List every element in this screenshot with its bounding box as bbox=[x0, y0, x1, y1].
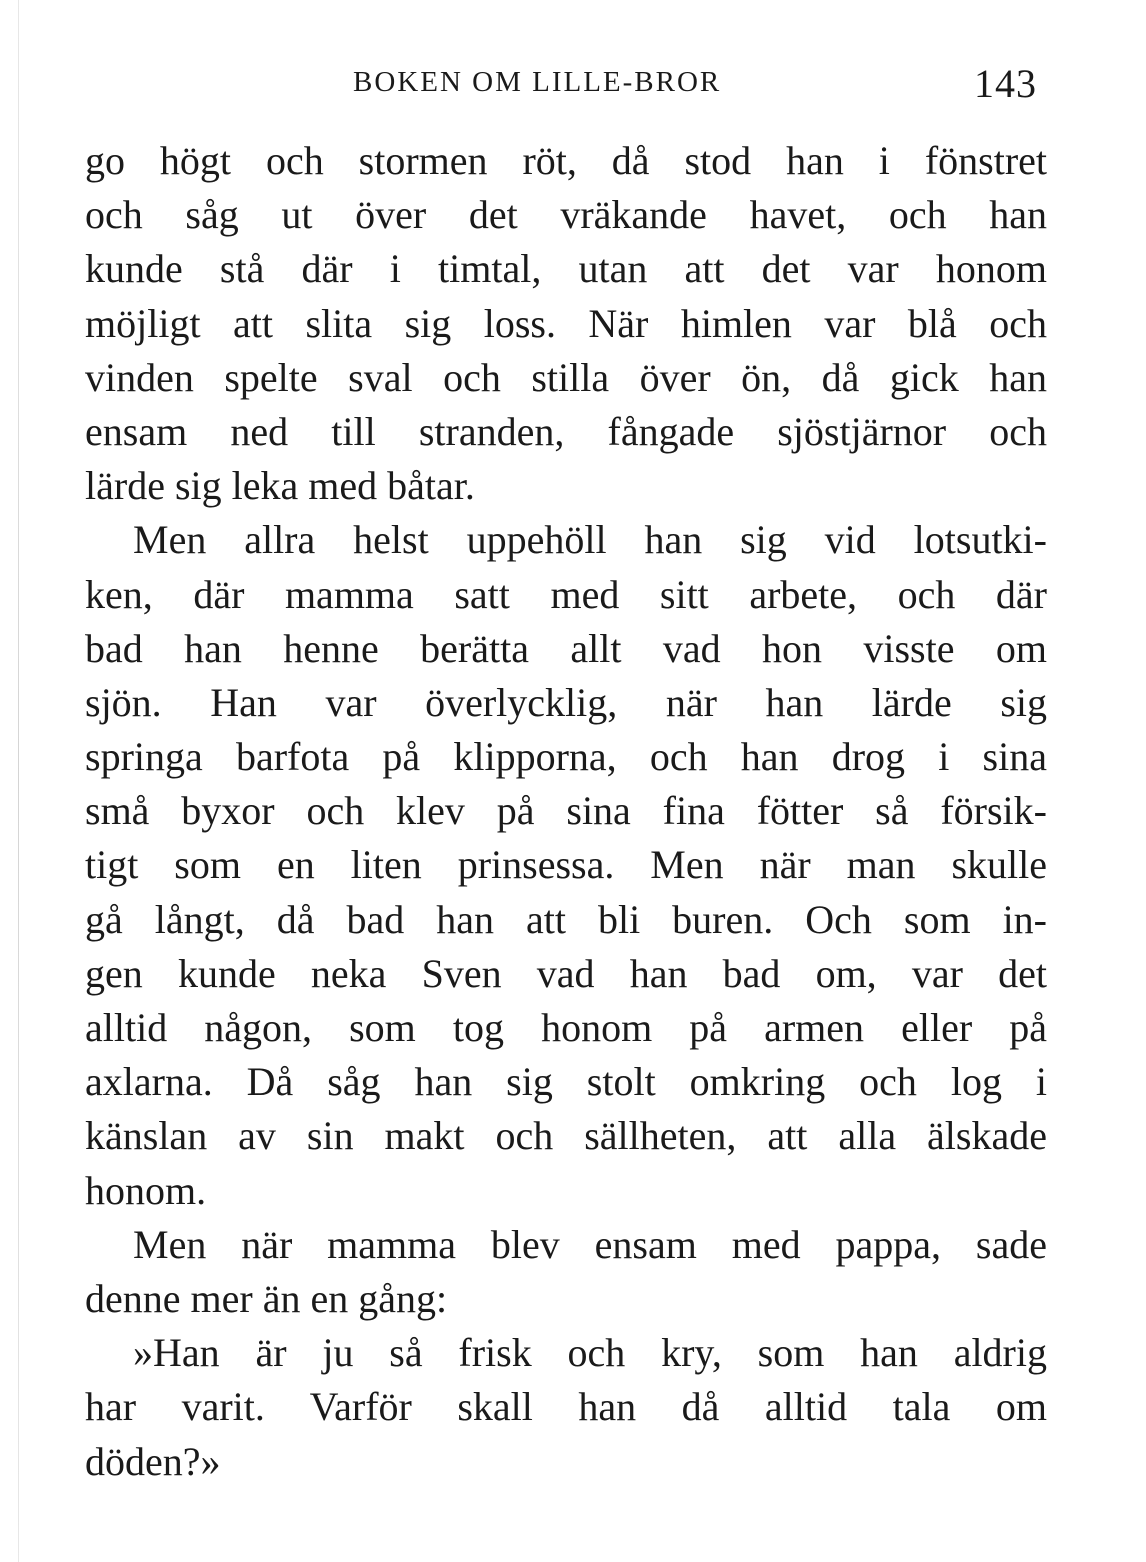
text-line: gå långt, då bad han att bli buren. Och som in- bbox=[85, 896, 1047, 942]
text-line: denne mer än en gång: bbox=[85, 1275, 448, 1321]
page-header bbox=[85, 62, 1045, 112]
text-line: möjligt att slita sig loss. När himlen var blå och bbox=[85, 300, 1047, 346]
text-line: och såg ut över det vräkande havet, och han bbox=[85, 192, 1047, 238]
page-edge-line bbox=[18, 0, 19, 1562]
text-line: alltid någon, som tog honom på armen eller på bbox=[85, 1005, 1047, 1050]
text-line: gen kunde neka Sven vad han bad om, var det bbox=[85, 950, 1047, 996]
text-line: go högt och stormen röt, då stod han i fönstret bbox=[85, 138, 1047, 183]
text-line: sjön. Han var överlycklig, när han lärde sig bbox=[85, 679, 1047, 725]
running-title: BOKEN OM LILLE-BROR bbox=[353, 66, 722, 98]
text-line: har varit. Varför skall han då alltid tala om bbox=[85, 1384, 1047, 1430]
text-line: bad han henne berätta allt vad hon visste om bbox=[85, 625, 1047, 671]
text-line: honom. bbox=[85, 1167, 207, 1213]
text-line: axlarna. Då såg han sig stolt omkring och log i bbox=[85, 1059, 1047, 1105]
text-line: tigt som en liten prinsessa. Men när man skulle bbox=[85, 842, 1047, 888]
text-line: springa barfota på klipporna, och han drog i sina bbox=[85, 734, 1047, 780]
body-text bbox=[85, 134, 1047, 1489]
text-line: ensam ned till stranden, fångade sjöstjärnor och bbox=[85, 408, 1047, 454]
text-line: Men när mamma blev ensam med pappa, sade bbox=[133, 1221, 1047, 1267]
text-line: »Han är ju så frisk och kry, som han aldrig bbox=[133, 1330, 1047, 1376]
text-line: kunde stå där i timtal, utan att det var honom bbox=[85, 246, 1047, 292]
text-line: små byxor och klev på sina fina fötter så försik- bbox=[85, 788, 1047, 834]
text-line: lärde sig leka med båtar. bbox=[85, 463, 475, 509]
text-line: Men allra helst uppehöll han sig vid lotsutki- bbox=[133, 517, 1047, 563]
text-line: döden?» bbox=[85, 1438, 221, 1484]
text-line: ken, där mamma satt med sitt arbete, och där bbox=[85, 571, 1047, 617]
text-line: känslan av sin makt och sällheten, att alla älskade bbox=[85, 1113, 1047, 1159]
page-number: 143 bbox=[974, 61, 1037, 106]
text-line: vinden spelte sval och stilla över ön, då gick han bbox=[85, 354, 1047, 400]
